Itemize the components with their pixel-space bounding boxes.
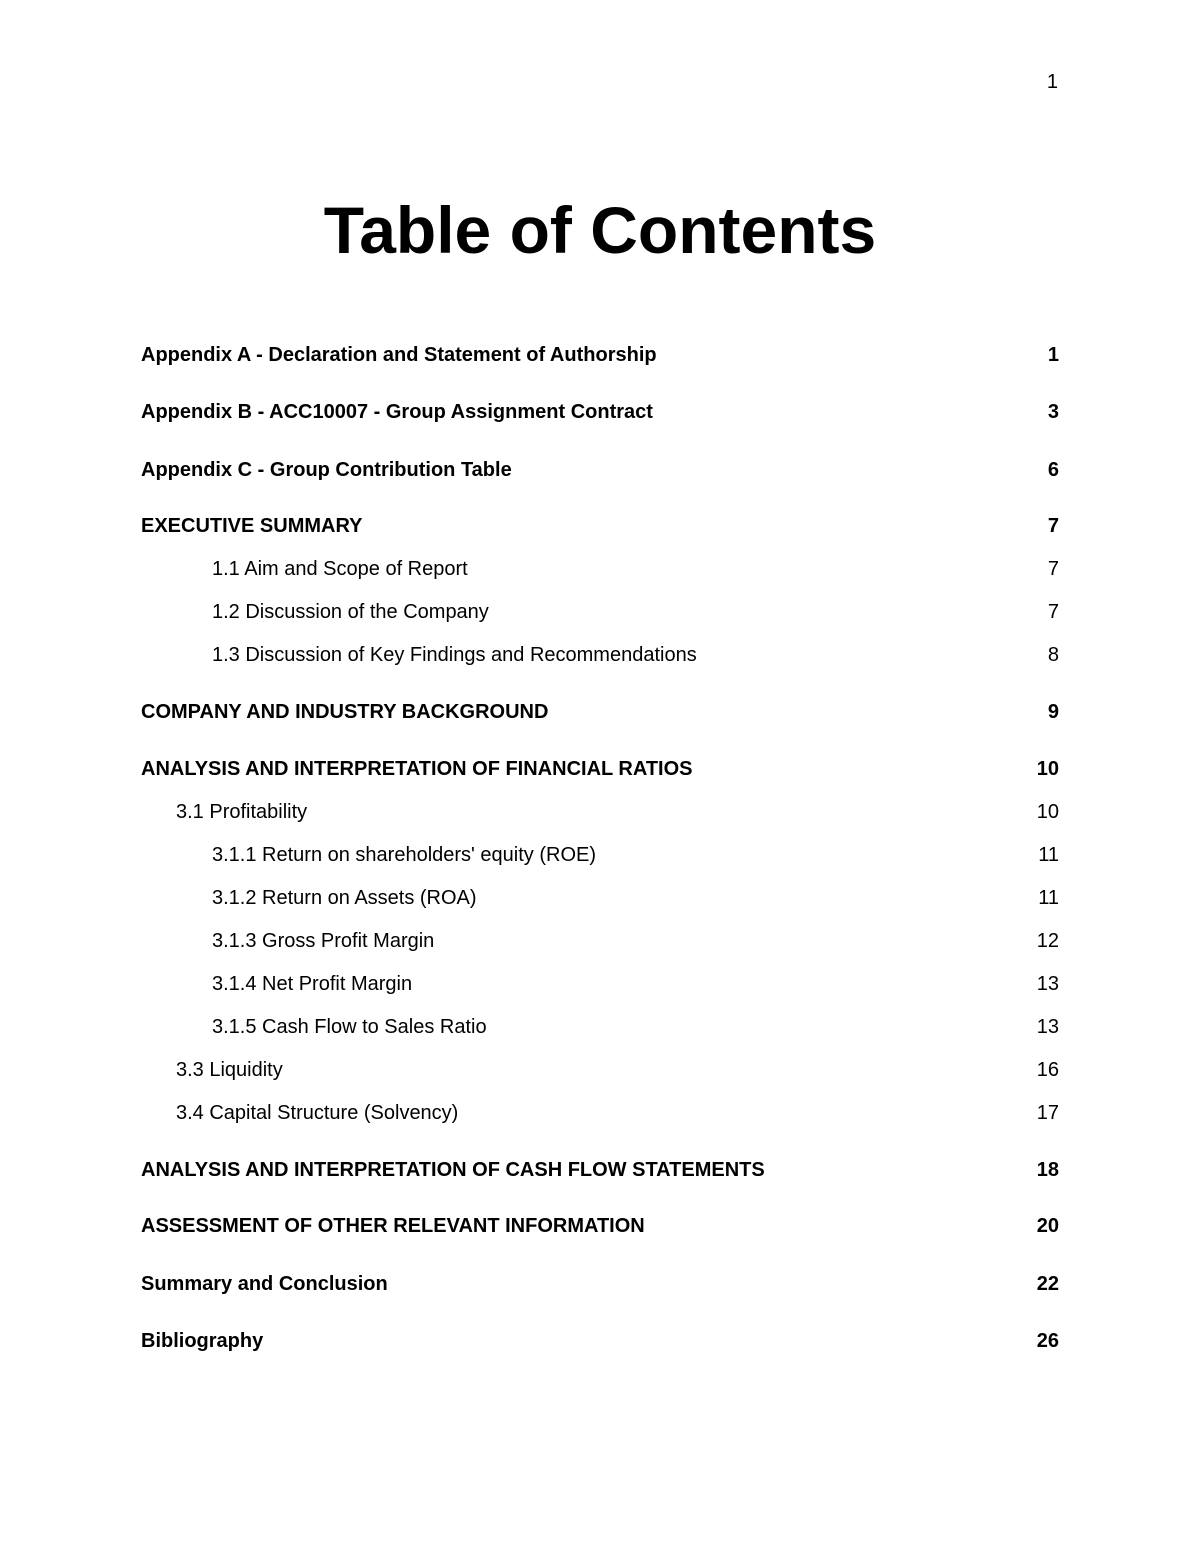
toc-entry[interactable] — [212, 928, 1059, 954]
toc-entry[interactable] — [176, 799, 1059, 825]
toc-entry-page: 13 — [1036, 973, 1059, 995]
toc-entry-page: 10 — [1036, 801, 1059, 823]
toc-entry-label: 3.3 Liquidity — [176, 1059, 283, 1081]
toc-entry[interactable] — [212, 842, 1059, 868]
toc-entry-page: 13 — [1036, 1016, 1059, 1038]
toc-entry-page: 7 — [1047, 601, 1059, 623]
toc-entry-page: 22 — [1036, 1273, 1059, 1295]
toc-entry-page: 6 — [1047, 459, 1059, 481]
toc-entry-page: 12 — [1036, 930, 1059, 952]
toc-entry-page: 20 — [1036, 1215, 1059, 1237]
toc-entry[interactable] — [176, 1100, 1059, 1126]
toc-entry-label: Appendix C - Group Contribution Table — [141, 459, 512, 481]
toc-entry-label: 3.1.2 Return on Assets (ROA) — [212, 887, 477, 909]
toc-entry-label: Summary and Conclusion — [141, 1273, 388, 1295]
toc-entry-label: 3.1.3 Gross Profit Margin — [212, 930, 435, 952]
toc-entry-page: 16 — [1036, 1059, 1059, 1081]
toc-entry[interactable] — [141, 1213, 1059, 1239]
toc-entry[interactable] — [212, 599, 1059, 625]
toc-entry[interactable] — [141, 1271, 1059, 1297]
toc-entry[interactable] — [212, 971, 1059, 997]
toc-entry-page: 11 — [1038, 844, 1059, 866]
toc-entry-page: 18 — [1036, 1159, 1059, 1181]
toc-entry-label: 3.4 Capital Structure (Solvency) — [176, 1102, 459, 1124]
toc-entry[interactable] — [141, 699, 1059, 725]
toc-entry-page: 3 — [1047, 401, 1059, 423]
toc-entry-label: ANALYSIS AND INTERPRETATION OF FINANCIAL RATIOS — [141, 758, 693, 780]
toc-entry-page: 11 — [1038, 887, 1059, 909]
page-title: Table of Contents — [323, 193, 877, 267]
page-number: 1 — [1046, 71, 1058, 93]
toc-entry[interactable] — [141, 457, 1059, 483]
toc-entry-label: 1.2 Discussion of the Company — [212, 601, 489, 623]
toc-entry-page: 17 — [1036, 1102, 1059, 1124]
toc-entry-label: Appendix A - Declaration and Statement of Authorship — [141, 344, 657, 366]
toc-entry-page: 10 — [1036, 758, 1059, 780]
toc-entry-page: 7 — [1047, 515, 1059, 537]
toc-entry[interactable] — [141, 1328, 1059, 1354]
toc-entry-label: Bibliography — [141, 1330, 264, 1352]
toc-entry[interactable] — [141, 399, 1059, 425]
toc-entry-label: 3.1.4 Net Profit Margin — [212, 973, 413, 995]
toc-entry-label: 1.1 Aim and Scope of Report — [212, 558, 468, 580]
toc-entry[interactable] — [212, 642, 1059, 668]
toc-entry-page: 9 — [1047, 701, 1059, 723]
toc-entry[interactable] — [212, 885, 1059, 911]
toc-entry[interactable] — [212, 1014, 1059, 1040]
toc-entry-label: COMPANY AND INDUSTRY BACKGROUND — [141, 701, 549, 723]
toc-entry[interactable] — [141, 756, 1059, 782]
toc-entry[interactable] — [176, 1057, 1059, 1083]
toc-entry[interactable] — [141, 342, 1059, 368]
toc-entry-page: 8 — [1047, 644, 1059, 666]
toc-entry-label: ASSESSMENT OF OTHER RELEVANT INFORMATION — [141, 1215, 645, 1237]
toc-entry-label: 3.1 Profitability — [176, 801, 308, 823]
toc-entry-label: 3.1.5 Cash Flow to Sales Ratio — [212, 1016, 487, 1038]
toc-entry-label: Appendix B - ACC10007 - Group Assignment Contract — [141, 401, 653, 423]
toc-entry[interactable] — [141, 1157, 1059, 1183]
toc-entry-label: 1.3 Discussion of Key Findings and Recommendations — [212, 644, 697, 666]
toc-entry-label: ANALYSIS AND INTERPRETATION OF CASH FLOW STATEMENTS — [141, 1159, 765, 1181]
toc-entry-page: 26 — [1036, 1330, 1059, 1352]
toc-entry[interactable] — [212, 556, 1059, 582]
toc-entry-page: 7 — [1047, 558, 1059, 580]
toc-entry-label: 3.1.1 Return on shareholders' equity (ROE) — [212, 844, 597, 866]
toc-entry-page: 1 — [1047, 344, 1059, 366]
toc-entry[interactable] — [141, 513, 1059, 539]
toc-entry-label: EXECUTIVE SUMMARY — [141, 515, 363, 537]
